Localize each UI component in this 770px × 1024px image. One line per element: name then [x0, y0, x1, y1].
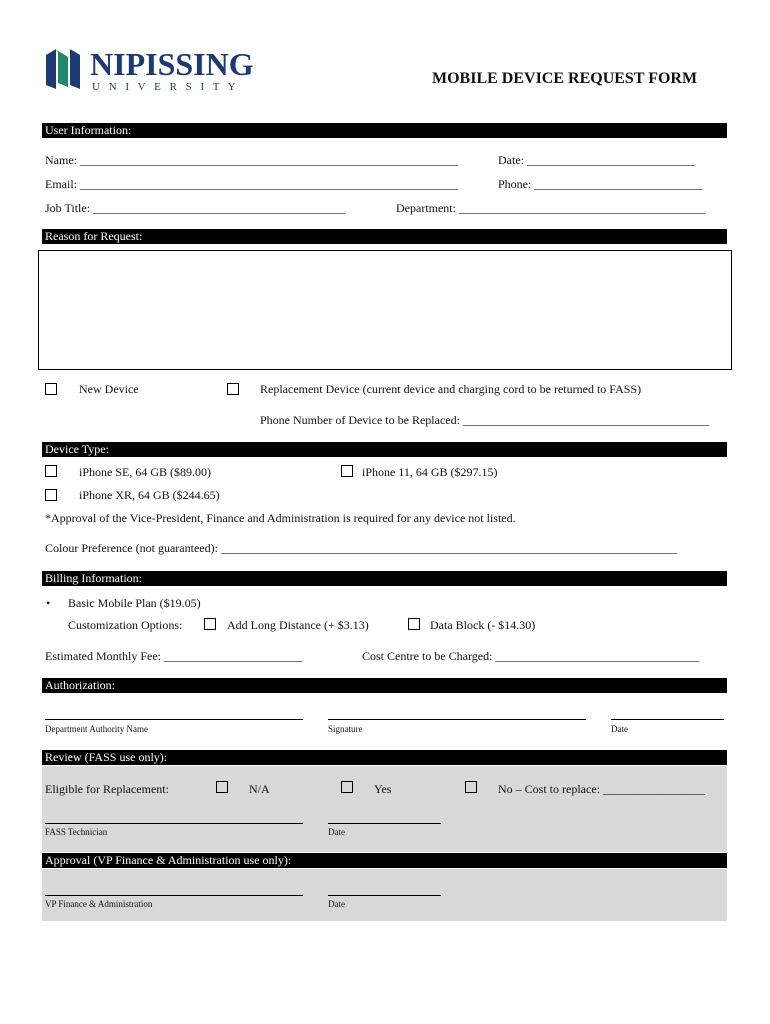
vp-date-label: Date: [328, 899, 345, 909]
new-device-checkbox[interactable]: [45, 383, 57, 395]
basic-plan-label: Basic Mobile Plan ($19.05): [68, 596, 201, 610]
data-block-checkbox[interactable]: [408, 618, 420, 630]
iphone-xr-label: iPhone XR, 64 GB ($244.65): [79, 488, 220, 502]
section-device-type: Device Type:: [42, 442, 727, 457]
na-checkbox[interactable]: [216, 781, 228, 793]
phone-field[interactable]: Phone: ____________________________: [498, 177, 703, 191]
fass-date-line[interactable]: [328, 823, 441, 824]
logo-subtitle: U N I V E R S I T Y: [92, 81, 239, 93]
date-field[interactable]: Date: ____________________________: [498, 153, 695, 167]
authorization-date-label: Date: [611, 724, 628, 734]
fass-technician-line[interactable]: [45, 823, 303, 824]
customization-label: Customization Options:: [68, 618, 183, 632]
approval-note: *Approval of the Vice-President, Finance and Administration is required for any device not listed.: [45, 511, 516, 525]
yes-checkbox[interactable]: [341, 781, 353, 793]
data-block-label: Data Block (- $14.30): [430, 618, 536, 632]
dept-authority-label: Department Authority Name: [45, 724, 148, 734]
logo-wordmark: NIPISSING: [90, 46, 254, 82]
new-device-label: New Device: [79, 382, 139, 396]
fass-technician-label: FASS Technician: [45, 827, 108, 837]
eligible-label: Eligible for Replacement:: [45, 782, 169, 796]
cost-centre-field[interactable]: Cost Centre to be Charged: __________________________________: [362, 649, 700, 663]
phone-to-replace-field[interactable]: Phone Number of Device to be Replaced: _________________________________________: [260, 413, 709, 427]
section-review-fass: Review (FASS use only):: [42, 750, 727, 765]
na-label: N/A: [249, 782, 270, 796]
vp-signature-line[interactable]: [45, 895, 303, 896]
dept-authority-signature-line[interactable]: [45, 719, 303, 720]
iphone-xr-checkbox[interactable]: [45, 489, 57, 501]
name-field[interactable]: Name: _______________________________________________________________: [45, 153, 458, 167]
section-user-information: User Information:: [42, 123, 727, 138]
replacement-device-label: Replacement Device (current device and charging cord to be returned to FASS): [260, 382, 642, 396]
reason-textarea[interactable]: [38, 250, 732, 370]
section-reason-for-request: Reason for Request:: [42, 229, 727, 244]
no-checkbox[interactable]: [465, 781, 477, 793]
signature-label: Signature: [328, 724, 363, 734]
colour-preference-field[interactable]: Colour Preference (not guaranteed): ____________________________________________________________________________: [45, 541, 677, 555]
long-distance-label: Add Long Distance (+ $3.13): [227, 618, 369, 632]
iphone-se-checkbox[interactable]: [45, 465, 57, 477]
vp-date-line[interactable]: [328, 895, 441, 896]
form-title: MOBILE DEVICE REQUEST FORM: [432, 70, 698, 87]
review-panel: [42, 766, 727, 852]
yes-label: Yes: [374, 782, 392, 796]
section-approval-vp: Approval (VP Finance & Administration use only):: [42, 853, 727, 868]
authorization-date-line[interactable]: [611, 719, 724, 720]
bullet-icon: •: [46, 596, 51, 610]
vp-label: VP Finance & Administration: [45, 899, 153, 909]
job-title-field[interactable]: Job Title: __________________________________________: [45, 201, 346, 215]
signature-line[interactable]: [328, 719, 586, 720]
section-authorization: Authorization:: [42, 678, 727, 693]
fass-date-label: Date: [328, 827, 345, 837]
iphone-11-checkbox[interactable]: [341, 465, 353, 477]
iphone-se-label: iPhone SE, 64 GB ($89.00): [79, 465, 211, 479]
section-billing-information: Billing Information:: [42, 571, 727, 586]
long-distance-checkbox[interactable]: [204, 618, 216, 630]
no-cost-field[interactable]: No – Cost to replace: _________________: [498, 782, 705, 796]
monthly-fee-field[interactable]: Estimated Monthly Fee: _______________________: [45, 649, 302, 663]
iphone-11-label: iPhone 11, 64 GB ($297.15): [362, 465, 498, 479]
department-field[interactable]: Department: _________________________________________: [396, 201, 705, 215]
logo-mark-icon: [44, 45, 82, 93]
email-field[interactable]: Email: _______________________________________________________________: [45, 177, 458, 191]
replacement-device-checkbox[interactable]: [227, 383, 239, 395]
university-logo: [44, 45, 284, 95]
